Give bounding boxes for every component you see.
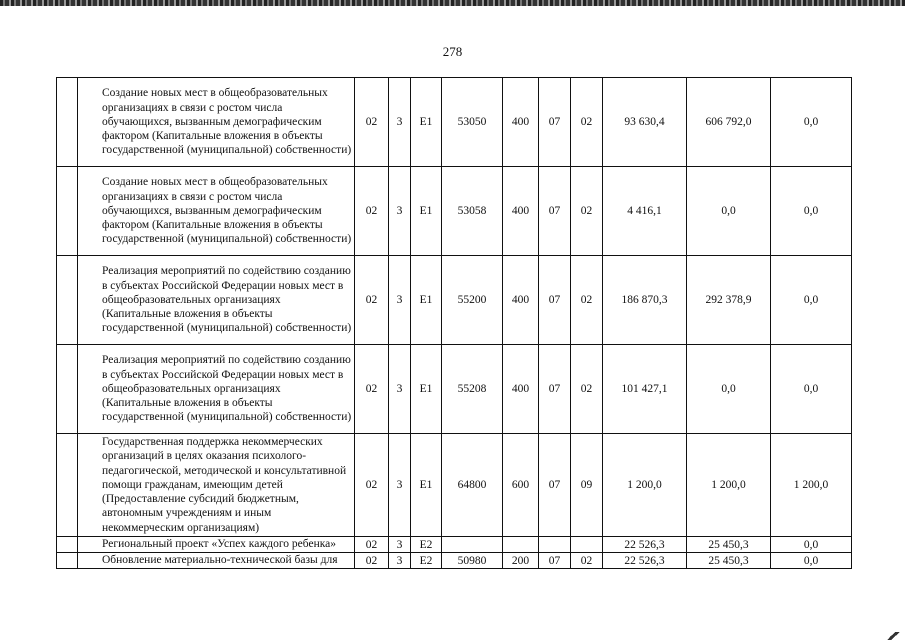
- code-direction: 64800: [442, 434, 503, 537]
- code-project: E1: [411, 345, 442, 434]
- amount-year-1: 22 526,3: [603, 537, 687, 553]
- code-section: 07: [539, 78, 571, 167]
- code-project: E1: [411, 256, 442, 345]
- amount-year-1: 186 870,3: [603, 256, 687, 345]
- code-subsection: 02: [571, 553, 603, 569]
- code-program: 02: [355, 537, 389, 553]
- code-subprogram: 3: [389, 78, 411, 167]
- table-row: [57, 537, 852, 553]
- amount-year-3: 0,0: [771, 78, 852, 167]
- scan-corner-mark: [883, 632, 905, 640]
- code-section: 07: [539, 167, 571, 256]
- scan-top-edge: [0, 0, 905, 6]
- row-number-cell: [57, 167, 78, 256]
- code-expense-type: [503, 537, 539, 553]
- amount-year-1: 93 630,4: [603, 78, 687, 167]
- amount-year-2: 292 378,9: [687, 256, 771, 345]
- amount-year-3: 0,0: [771, 345, 852, 434]
- code-program: 02: [355, 345, 389, 434]
- amount-year-1: 101 427,1: [603, 345, 687, 434]
- amount-year-2: 25 450,3: [687, 553, 771, 569]
- code-project: E1: [411, 434, 442, 537]
- amount-year-2: 0,0: [687, 167, 771, 256]
- code-subprogram: 3: [389, 256, 411, 345]
- code-section: [539, 537, 571, 553]
- item-name: Создание новых мест в общеобразовательных организациях в связи с ростом числа обучающихся, вызванным демографическим фактором (Капитальные вложения в объекты государственной (муниципальной) собственности): [78, 78, 355, 167]
- amount-year-3: 0,0: [771, 256, 852, 345]
- code-subprogram: 3: [389, 434, 411, 537]
- code-program: 02: [355, 553, 389, 569]
- row-number-cell: [57, 345, 78, 434]
- code-project: E1: [411, 167, 442, 256]
- table-row: [57, 345, 852, 434]
- code-section: 07: [539, 434, 571, 537]
- code-expense-type: 400: [503, 78, 539, 167]
- code-program: 02: [355, 167, 389, 256]
- item-name: Реализация мероприятий по содействию созданию в субъектах Российской Федерации новых мест в общеобразовательных организациях (Капитальные вложения в объекты государственной (муниципальной) собственности): [78, 256, 355, 345]
- row-number-cell: [57, 537, 78, 553]
- code-subprogram: 3: [389, 537, 411, 553]
- code-program: 02: [355, 434, 389, 537]
- code-expense-type: 400: [503, 167, 539, 256]
- code-expense-type: 400: [503, 345, 539, 434]
- amount-year-2: 1 200,0: [687, 434, 771, 537]
- amount-year-3: 1 200,0: [771, 434, 852, 537]
- amount-year-1: 22 526,3: [603, 553, 687, 569]
- code-direction: 50980: [442, 553, 503, 569]
- item-name: Государственная поддержка некоммерческих организаций в целях оказания психолого-педагогической, методической и консультативной помощи гражданам, имеющим детей (Предоставление субсидий бюджетным, автономным учреждениям и иным некоммерческим организациям): [78, 434, 355, 537]
- code-subprogram: 3: [389, 167, 411, 256]
- code-project: E1: [411, 78, 442, 167]
- code-subsection: 02: [571, 345, 603, 434]
- amount-year-2: 25 450,3: [687, 537, 771, 553]
- code-subsection: 09: [571, 434, 603, 537]
- code-expense-type: 600: [503, 434, 539, 537]
- code-subsection: 02: [571, 78, 603, 167]
- code-expense-type: 200: [503, 553, 539, 569]
- budget-table: [56, 77, 852, 569]
- code-direction: 55208: [442, 345, 503, 434]
- code-direction: [442, 537, 503, 553]
- amount-year-3: 0,0: [771, 553, 852, 569]
- amount-year-2: 0,0: [687, 345, 771, 434]
- amount-year-1: 4 416,1: [603, 167, 687, 256]
- item-name: Обновление материально-технической базы для: [78, 553, 355, 569]
- item-name: Региональный проект «Успех каждого ребенка»: [78, 537, 355, 553]
- code-program: 02: [355, 78, 389, 167]
- page-number: 278: [442, 44, 463, 59]
- code-project: E2: [411, 553, 442, 569]
- code-section: 07: [539, 256, 571, 345]
- code-subprogram: 3: [389, 553, 411, 569]
- table-row: [57, 434, 852, 537]
- item-name: Реализация мероприятий по содействию созданию в субъектах Российской Федерации новых мест в общеобразовательных организациях (Капитальные вложения в объекты государственной (муниципальной) собственности): [78, 345, 355, 434]
- amount-year-1: 1 200,0: [603, 434, 687, 537]
- code-project: E2: [411, 537, 442, 553]
- table-row: [57, 167, 852, 256]
- row-number-cell: [57, 256, 78, 345]
- row-number-cell: [57, 434, 78, 537]
- code-direction: 53050: [442, 78, 503, 167]
- code-subprogram: 3: [389, 345, 411, 434]
- code-section: 07: [539, 553, 571, 569]
- code-section: 07: [539, 345, 571, 434]
- amount-year-3: 0,0: [771, 537, 852, 553]
- table-row: [57, 256, 852, 345]
- code-expense-type: 400: [503, 256, 539, 345]
- amount-year-2: 606 792,0: [687, 78, 771, 167]
- row-number-cell: [57, 553, 78, 569]
- item-name: Создание новых мест в общеобразовательных организациях в связи с ростом числа обучающихся, вызванным демографическим фактором (Капитальные вложения в объекты государственной (муниципальной) собственности): [78, 167, 355, 256]
- code-subsection: 02: [571, 256, 603, 345]
- table-row: [57, 553, 852, 569]
- code-direction: 55200: [442, 256, 503, 345]
- amount-year-3: 0,0: [771, 167, 852, 256]
- code-direction: 53058: [442, 167, 503, 256]
- code-subsection: [571, 537, 603, 553]
- code-subsection: 02: [571, 167, 603, 256]
- code-program: 02: [355, 256, 389, 345]
- table-row: [57, 78, 852, 167]
- row-number-cell: [57, 78, 78, 167]
